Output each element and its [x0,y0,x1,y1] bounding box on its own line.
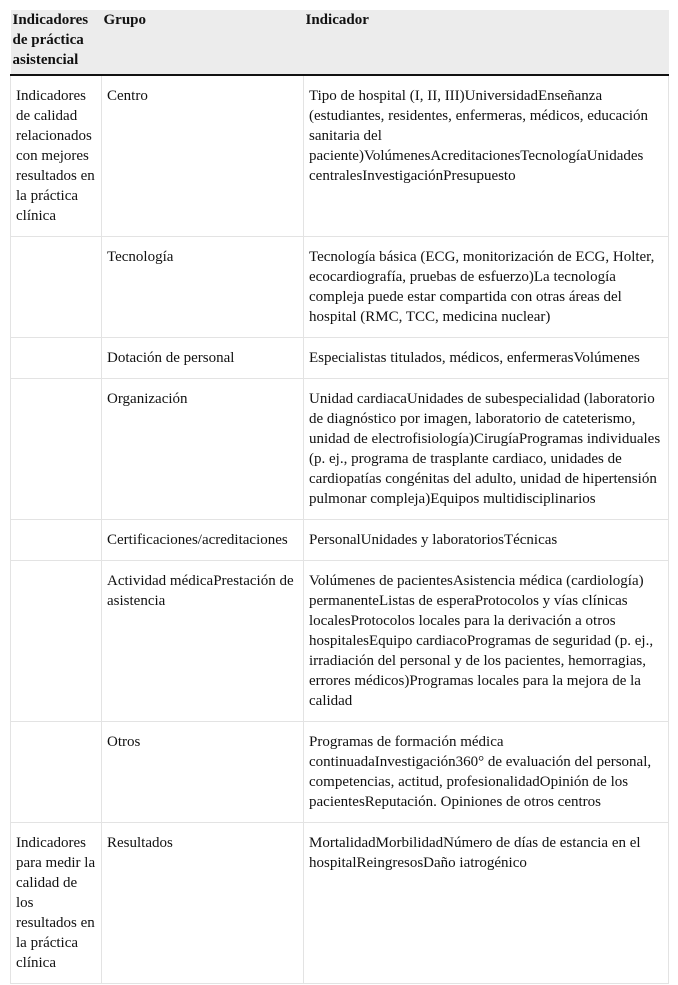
table-row [11,338,669,379]
header-practice-indicators: Indicadores de práctica asistencial [11,10,102,75]
indicators-table [10,10,669,984]
category-cell: Indicadores de calidad relacionados con mejores resultados en la práctica clínica [11,75,102,237]
group-cell: Certificaciones/acreditaciones [102,520,304,561]
category-cell [11,520,102,561]
table-row [11,823,669,984]
indicator-cell: Volúmenes de pacientesAsistencia médica (cardiología) permanenteListas de esperaProtocolos y vías clínicas localesProtocolos locales para la derivación a otros hospitalesEquipo cardiacoProgramas de seguridad (p. ej., irradiación del personal y de los pacientes, hemorragias, errores médicos)Programas locales para la mejora de la calidad [304,561,669,722]
group-cell: Otros [102,722,304,823]
group-cell: Dotación de personal [102,338,304,379]
indicator-cell: MortalidadMorbilidadNúmero de días de estancia en el hospitalReingresosDaño iatrogénico [304,823,669,984]
header-indicator: Indicador [304,10,669,75]
indicator-cell: PersonalUnidades y laboratoriosTécnicas [304,520,669,561]
table-row [11,722,669,823]
group-cell: Actividad médicaPrestación de asistencia [102,561,304,722]
group-cell: Organización [102,379,304,520]
category-cell: Indicadores para medir la calidad de los resultados en la práctica clínica [11,823,102,984]
indicator-cell: Tecnología básica (ECG, monitorización de ECG, Holter, ecocardiografía, pruebas de esfuerzo)La tecnología compleja puede estar compartida con otras áreas del hospital (RMC, TCC, medicina nuclear) [304,237,669,338]
group-cell: Tecnología [102,237,304,338]
table-row [11,520,669,561]
group-cell: Centro [102,75,304,237]
indicator-cell: Especialistas titulados, médicos, enfermerasVolúmenes [304,338,669,379]
category-cell [11,237,102,338]
table-row [11,379,669,520]
table-row [11,237,669,338]
indicator-cell: Unidad cardiacaUnidades de subespecialidad (laboratorio de diagnóstico por imagen, laboratorio de cateterismo, unidad de electrofisiología)CirugíaProgramas individuales (p. ej., programa de trasplante cardiaco, unidades de cardiopatías congénitas del adulto, unidad de hipertensión pulmonar compleja)Equipos multidisciplinarios [304,379,669,520]
indicator-cell: Programas de formación médica continuadaInvestigación360° de evaluación del personal, competencias, actitud, profesionalidadOpinión de los pacientesReputación. Opiniones de otros centros [304,722,669,823]
category-cell [11,379,102,520]
indicator-cell: Tipo de hospital (I, II, III)UniversidadEnseñanza (estudiantes, residentes, enfermeras, médicos, educación sanitaria del paciente)VolúmenesAcreditacionesTecnologíaUnidades centralesInvestigaciónPresupuesto [304,75,669,237]
table-header-row [11,10,669,75]
category-cell [11,338,102,379]
header-group: Grupo [102,10,304,75]
group-cell: Resultados [102,823,304,984]
table-row [11,75,669,237]
table-row [11,561,669,722]
category-cell [11,561,102,722]
category-cell [11,722,102,823]
